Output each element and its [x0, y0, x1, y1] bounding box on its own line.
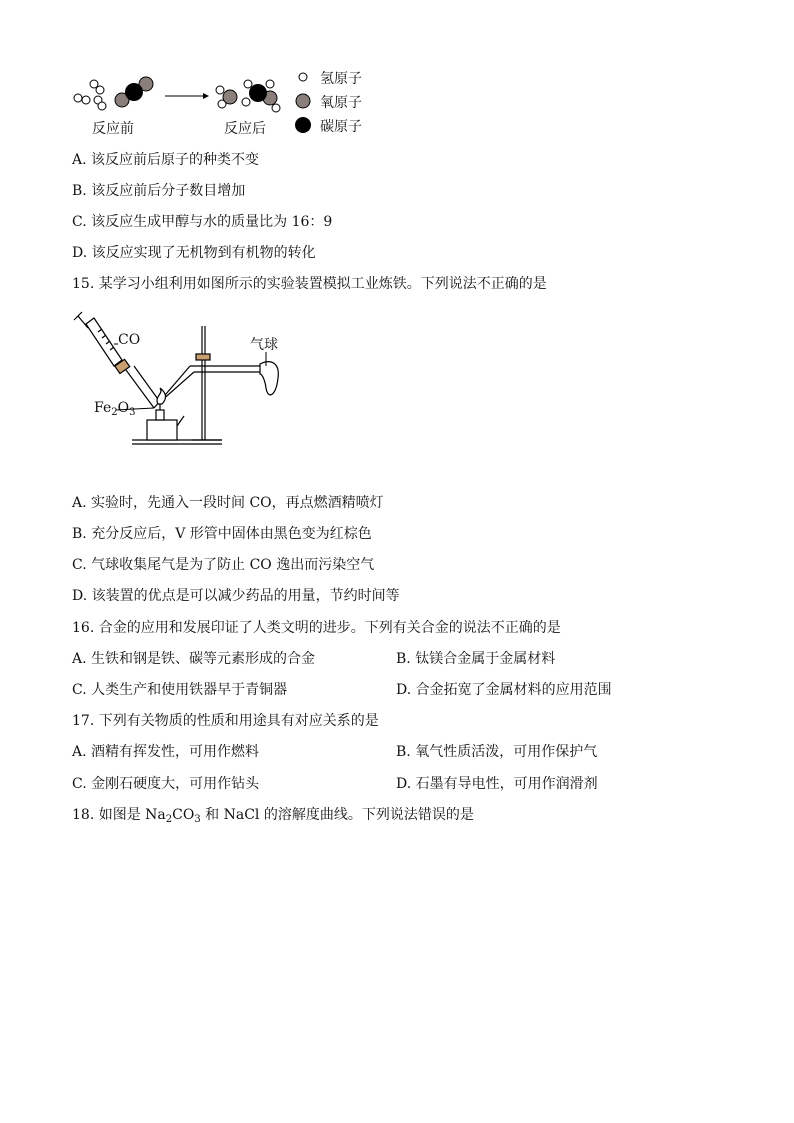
hydrogen-atom-icon — [299, 73, 307, 81]
legend-hydrogen-label: 氢原子 — [320, 71, 362, 87]
reaction-arrow — [165, 93, 209, 99]
q16-option-a: A. 生铁和钢是铁、碳等元素形成的合金 — [72, 651, 316, 667]
legend-carbon-label: 碳原子 — [320, 119, 362, 135]
q15-stem: 15. 某学习小组利用如图所示的实验装置模拟工业炼铁。下列说法不正确的是 — [72, 276, 547, 292]
reaction-figure — [70, 70, 380, 140]
carbon-atom-icon — [295, 117, 311, 133]
methanol-molecule-after — [242, 80, 280, 112]
co-label: CO — [118, 332, 141, 348]
q15-option-a: A. 实验时，先通入一段时间 CO，再点燃酒精喷灯 — [72, 495, 384, 511]
q15-option-b: B. 充分反应后，V 形管中固体由黑色变为红棕色 — [72, 526, 372, 542]
balloon-icon — [260, 362, 278, 395]
q14-option-d: D. 该反应实现了无机物到有机物的转化 — [72, 245, 316, 261]
q18-stem-sub2: 3 — [194, 814, 201, 825]
q16-stem: 16. 合金的应用和发展印证了人类文明的进步。下列有关合金的说法不正确的是 — [72, 620, 561, 636]
q14-option-a: A. 该反应前后原子的种类不变 — [72, 152, 260, 168]
q17-option-c: C. 金刚石硬度大，可用作钻头 — [72, 776, 260, 792]
before-label: 反应前 — [92, 121, 134, 137]
q14-option-b: B. 该反应前后分子数目增加 — [72, 183, 246, 199]
q18-stem — [72, 805, 474, 830]
q17-option-a: A. 酒精有挥发性，可用作燃料 — [72, 744, 260, 760]
q17-stem: 17. 下列有关物质的性质和用途具有对应关系的是 — [72, 713, 379, 729]
v-shaped-tube — [126, 366, 262, 408]
q18-stem-part2: CO — [172, 807, 195, 823]
q16-option-d: D. 合金拓宽了金属材料的应用范围 — [396, 682, 612, 698]
co2-molecule-before — [115, 77, 153, 107]
fe2o3-sub-2: 2 — [111, 407, 118, 418]
balloon-label: 气球 — [250, 337, 278, 353]
fe2o3-fe: Fe — [94, 400, 112, 416]
q17-option-b: B. 氧气性质活泼，可用作保护气 — [396, 744, 598, 760]
spirit-lamp-icon — [147, 388, 184, 440]
hydrogen-molecules-before — [74, 80, 106, 110]
q18-stem-part3: 和 NaCl 的溶解度曲线。下列说法错误的是 — [200, 807, 474, 823]
fe2o3-o: O — [117, 400, 130, 416]
oxygen-atom-icon — [296, 94, 310, 108]
legend-oxygen-label: 氧原子 — [320, 95, 362, 111]
after-label: 反应后 — [224, 121, 266, 137]
q15-option-c: C. 气球收集尾气是为了防止 CO 逸出而污染空气 — [72, 557, 375, 573]
q16-option-b: B. 钛镁合金属于金属材料 — [396, 651, 556, 667]
fe2o3-sub-3: 3 — [129, 407, 136, 418]
q14-option-c: C. 该反应生成甲醇与水的质量比为 16：9 — [72, 214, 333, 230]
q16-option-c: C. 人类生产和使用铁器早于青铜器 — [72, 682, 288, 698]
water-molecule-after — [216, 86, 237, 108]
q17-option-d: D. 石墨有导电性，可用作润滑剂 — [396, 776, 598, 792]
iron-smelting-apparatus — [72, 308, 292, 478]
q15-option-d: D. 该装置的优点是可以减少药品的用量，节约时间等 — [72, 588, 400, 604]
q18-stem-sub1: 2 — [165, 814, 173, 825]
q18-stem-part1: 18. 如图是 Na — [72, 807, 166, 823]
fe2o3-label — [94, 400, 135, 418]
